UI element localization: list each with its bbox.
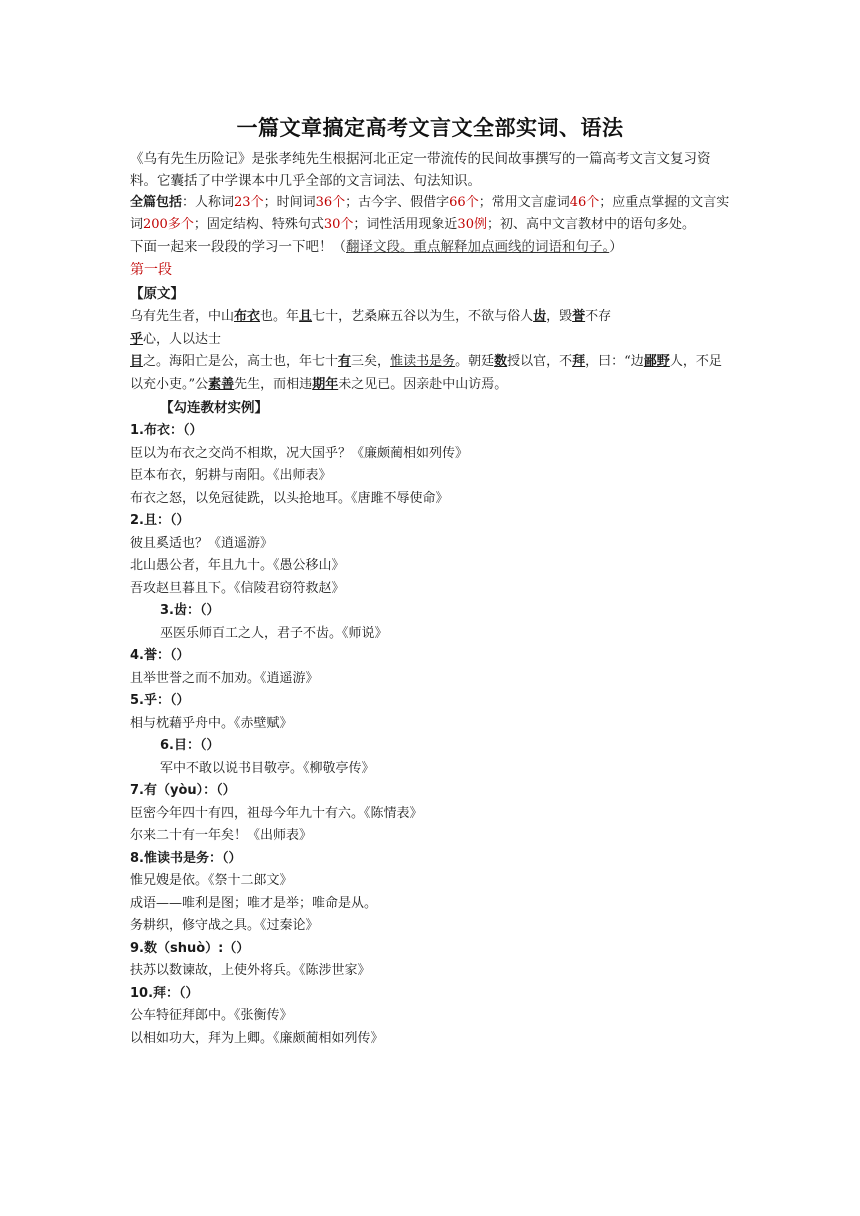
summary-label: 全篇包括 [130,195,183,210]
summary-text: ；固定结构、特殊句式 [193,217,324,232]
example-sentence: 巫医乐师百工之人，君子不齿。《师说》 [160,625,388,641]
section-heading: 第一段 [130,262,172,278]
example-item [130,645,730,690]
key-word: 布衣 [234,309,261,324]
guide-instruction: 翻译文段。重点解释加点画线的词语和句子。 [346,239,610,255]
guide-paragraph [130,236,730,258]
example-item [130,510,730,600]
example-heading: 6.目：（） [160,738,220,753]
example-heading: 3.齿：（） [160,603,220,618]
text-run: 先生，而相违 [234,376,313,392]
original-text-line [130,351,730,374]
text-run: 三矣， [351,354,391,369]
summary-text: ；应重点掌握的文言实词 [130,195,730,232]
example-sentence: 臣密今年四十有四，祖母今年九十有六。《陈情表》 [130,805,423,821]
example-sentence: 惟兄嫂是依。《祭十二郎文》 [130,873,293,888]
examples-heading: 【勾连教材实例】 [160,400,268,416]
text-run: 人，不足 [669,354,722,369]
example-sentence: 北山愚公者，年且九十。《愚公移山》 [130,558,345,573]
example-sentence: 布衣之怒，以免冠徒跣，以头抢地耳。《唐雎不辱使命》 [130,490,449,506]
key-word: 拜 [572,354,586,369]
summary-count: 46个 [569,195,600,210]
guide-close: ） [609,239,623,255]
text-run: ，毁 [546,309,573,324]
text-run: 未之见已。因亲赴中山访焉。 [338,376,508,392]
example-sentence: 扶苏以数谏故，上使外将兵。《陈涉世家》 [130,963,371,978]
example-item [130,938,730,983]
key-word: 有 [338,354,352,369]
text-run: ，曰：“边 [585,354,644,369]
example-heading: 4.誉：（） [130,648,190,663]
key-word: 乎 [130,331,144,347]
example-heading: 8.惟读书是务：（） [130,850,242,866]
text-run: 心，人以达士 [143,331,222,347]
example-heading: 9.数（shuò）:（） [130,940,250,956]
example-list [130,420,730,1050]
example-sentence: 以相如功大，拜为上卿。《廉颇蔺相如列传》 [130,1030,384,1046]
intro-paragraph: 《乌有先生历险记》是张孝纯先生根据河北正定一带流传的民间故事撰写的一篇高考文言文复习资料。它囊括了中学课本中几乎全部的文言词法、句法知识。 [130,151,711,189]
summary-count: 30例 [457,217,487,232]
example-item [130,983,730,1051]
example-sentence: 臣以为布衣之交尚不相欺，况大国乎？《廉颇蔺相如列传》 [130,445,469,461]
example-item [130,735,730,780]
example-heading: 1.布衣：（） [130,423,203,438]
summary-text: ；古今字、假借字 [345,195,450,210]
key-word: 数 [494,354,508,369]
key-phrase: 惟读书是务 [390,354,456,369]
key-word: 期年 [312,376,339,392]
example-item [130,600,730,645]
example-item [130,690,730,735]
text-run: 也。年 [260,309,300,324]
example-sentence: 公车特征拜郎中。《张衡传》 [130,1008,293,1023]
example-sentence: 军中不敢以说书目敬亭。《柳敬亭传》 [160,760,375,776]
key-word: 目 [130,354,144,369]
summary-count: 36个 [315,195,346,210]
text-run: 不存 [585,309,612,324]
summary-text: ；词性活用现象近 [353,217,458,232]
example-sentence: 相与枕藉乎舟中。《赤壁赋》 [130,715,293,731]
text-run: 七十，艺桑麻五谷以为生，不欲与俗人 [312,309,534,324]
summary-paragraph [130,192,730,236]
example-sentence: 彼且奚适也？《逍遥游》 [130,535,274,551]
original-text-line [130,374,730,397]
example-item [130,420,730,510]
example-sentence: 臣本布衣，躬耕与南阳。《出师表》 [130,468,332,483]
example-sentence: 务耕织，修守战之具。《过秦论》 [130,918,319,933]
summary-text: ；常用文言虚词 [478,195,570,210]
example-heading: 7.有（yòu）：（） [130,783,236,798]
example-item [130,848,730,938]
example-sentence: 且举世誉之而不加劝。《逍遥游》 [130,670,319,686]
text-run: 乌有先生者，中山 [130,309,235,324]
summary-count: 66个 [449,195,479,210]
guide-text: 下面一起来一段段的学习一下吧！（ [130,239,346,255]
text-run: 以充小吏。”公 [130,376,209,392]
document-page [130,112,730,1050]
key-word: 鄙野 [643,354,670,369]
example-item [130,780,730,848]
example-sentence: 尔来二十有一年矣！《出师表》 [130,828,313,843]
yuanwen-heading: 【原文】 [130,286,184,302]
example-heading: 10.拜：（） [130,985,199,1001]
summary-count: 200多个 [143,217,194,232]
example-sentence: 成语——唯利是图；唯才是举；唯命是从。 [130,895,378,911]
key-word: 且 [299,309,313,324]
text-run: 授以官，不 [507,354,573,369]
summary-text: ；时间词 [263,195,316,210]
example-sentence: 吾攻赵旦暮且下。《信陵君窃符救赵》 [130,580,345,596]
key-word: 誉 [572,309,586,324]
example-heading: 2.且：（） [130,513,190,528]
summary-text: ：人称词 [182,195,235,210]
page-title: 一篇文章搞定高考文言文全部实词、语法 [236,116,624,140]
text-run: 。朝廷 [455,354,495,369]
text-run: 之。海阳亡是公，高士也，年七十 [143,354,339,369]
summary-count: 30个 [323,217,354,232]
summary-text: ；初、高中文言教材中的语句多处。 [486,217,695,232]
summary-count: 23个 [234,195,264,210]
original-text-line [130,306,730,351]
key-word: 齿 [533,309,547,324]
example-heading: 5.乎：（） [130,693,190,708]
key-word: 素善 [208,376,235,392]
